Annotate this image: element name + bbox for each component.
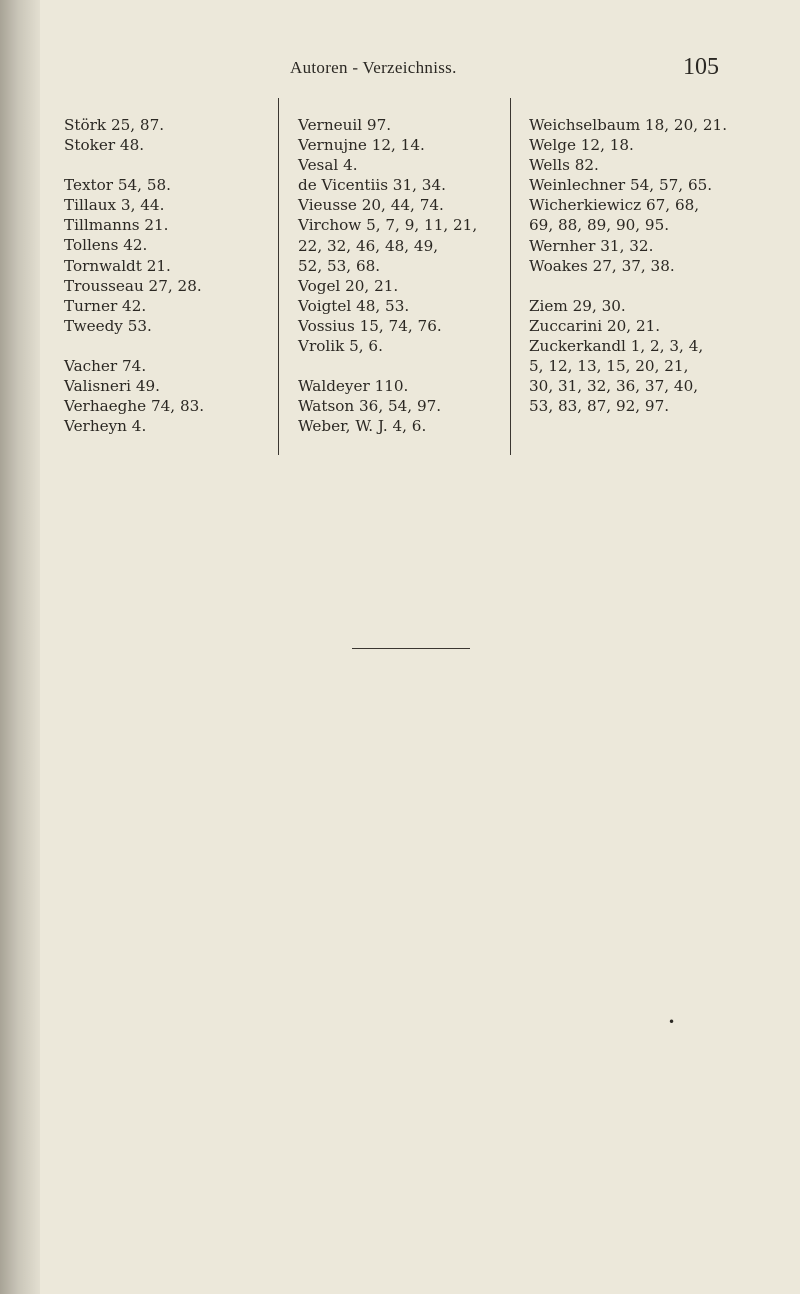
- index-entry: Vieusse 20, 44, 74.: [298, 196, 444, 215]
- index-entry: 5, 12, 13, 15, 20, 21,: [529, 357, 689, 376]
- section-gap: [64, 155, 264, 175]
- index-entry: Weber, W. J. 4, 6.: [298, 417, 427, 436]
- index-entry: Tillmanns 21.: [64, 216, 169, 235]
- index-entry: Virchow 5, 7, 9, 11, 21,: [298, 216, 478, 235]
- index-entry: Verhaeghe 74, 83.: [64, 397, 205, 416]
- index-column-3: [529, 115, 774, 416]
- index-entry: Trousseau 27, 28.: [64, 276, 202, 295]
- index-entry: 52, 53, 68.: [298, 256, 381, 275]
- end-rule: [352, 648, 470, 649]
- index-entry: 22, 32, 46, 48, 49,: [298, 236, 439, 255]
- index-entry: Turner 42.: [64, 296, 147, 315]
- index-entry: Vossius 15, 74, 76.: [298, 316, 442, 335]
- index-entry: Wernher 31, 32.: [529, 236, 654, 255]
- index-column-2: [298, 115, 513, 436]
- index-entry: Verneuil 97.: [298, 116, 392, 134]
- section-gap: [298, 356, 513, 376]
- index-entry: Zuckerkandl 1, 2, 3, 4,: [529, 336, 704, 355]
- index-entry: Ziem 29, 30.: [529, 296, 626, 315]
- index-entry: 53, 83, 87, 92, 97.: [529, 397, 670, 416]
- index-entry: Störk 25, 87.: [64, 116, 165, 134]
- index-entry: Welge 12, 18.: [529, 136, 634, 155]
- index-entry: Voigtel 48, 53.: [298, 296, 410, 315]
- page-binding-shadow: [0, 0, 40, 1294]
- index-entry: Waldeyer 110.: [298, 377, 409, 396]
- index-entry: Tollens 42.: [64, 236, 148, 255]
- index-entry: Weinlechner 54, 57, 65.: [529, 176, 713, 195]
- index-entry: Zuccarini 20, 21.: [529, 316, 661, 335]
- index-entry: Tweedy 53.: [64, 316, 152, 335]
- index-entry: Stoker 48.: [64, 136, 145, 155]
- index-entry: Textor 54, 58.: [64, 176, 171, 195]
- index-entry: Vrolik 5, 6.: [298, 337, 383, 356]
- index-entry: Wells 82.: [529, 156, 599, 175]
- index-entry: Vernujne 12, 14.: [298, 136, 425, 155]
- index-entry: Wicherkiewicz 67, 68,: [529, 196, 700, 215]
- index-entry: 30, 31, 32, 36, 37, 40,: [529, 377, 699, 396]
- index-entry: Tillaux 3, 44.: [64, 196, 165, 215]
- index-column-1: [64, 115, 264, 436]
- section-gap: [529, 276, 774, 296]
- column-divider: [278, 98, 279, 455]
- index-entry: Verheyn 4.: [64, 417, 147, 436]
- index-entry: Watson 36, 54, 97.: [298, 397, 442, 416]
- index-entry: Vacher 74.: [64, 356, 147, 375]
- index-entry: Weichselbaum 18, 20, 21.: [529, 116, 728, 134]
- column-divider: [510, 98, 511, 455]
- index-entry: 69, 88, 89, 90, 95.: [529, 216, 670, 235]
- index-entry: Vesal 4.: [298, 156, 358, 175]
- index-entry: Tornwaldt 21.: [64, 256, 171, 275]
- index-entry: Vogel 20, 21.: [298, 276, 399, 295]
- index-entry: Valisneri 49.: [64, 377, 161, 396]
- section-gap: [64, 336, 264, 356]
- index-entry: Woakes 27, 37, 38.: [529, 256, 675, 275]
- index-entry: de Vicentiis 31, 34.: [298, 176, 446, 195]
- page-title: Autoren - Verzeichniss.: [290, 58, 457, 77]
- page-number: 105: [683, 54, 719, 80]
- stray-mark: •: [668, 1015, 676, 1029]
